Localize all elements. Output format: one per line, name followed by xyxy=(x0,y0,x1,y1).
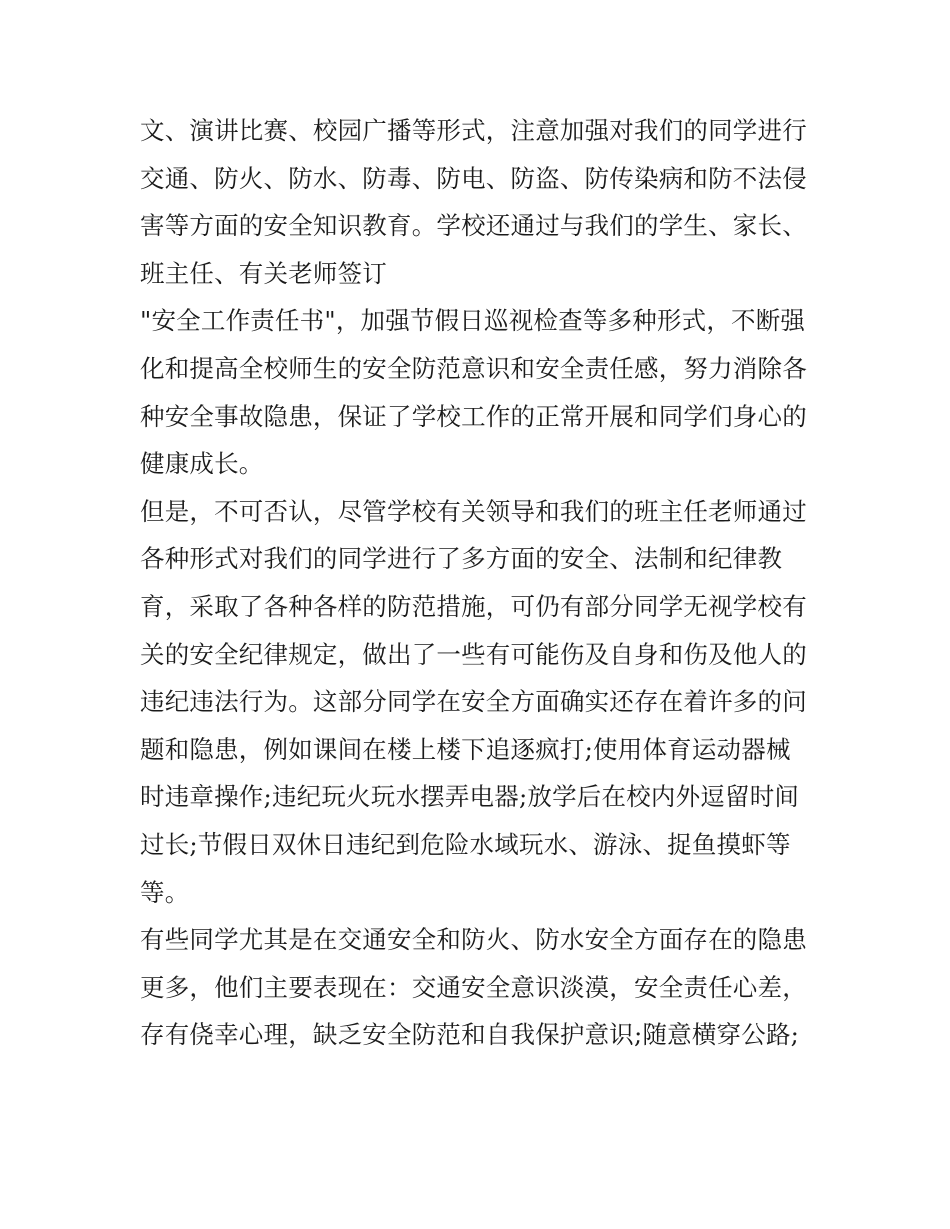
text-line: 育，采取了各种各样的防范措施，可仍有部分同学无视学校有 xyxy=(140,591,807,621)
text-line: "安全工作责任书"，加强节假日巡视检查等多种形式，不断强 xyxy=(140,306,806,336)
text-line: 时违章操作;违纪玩火玩水摆弄电器;放学后在校内外逗留时间 xyxy=(140,782,800,812)
text-line: 存有侥幸心理，缺乏安全防范和自我保护意识;随意横穿公路; xyxy=(140,1020,800,1050)
text-line: 等。 xyxy=(140,877,190,907)
text-line: 种安全事故隐患，保证了学校工作的正常开展和同学们身心的 xyxy=(140,401,807,431)
text-line: 班主任、有关老师签订 xyxy=(140,258,387,288)
text-line: 关的安全纪律规定，做出了一些有可能伤及自身和伤及他人的 xyxy=(140,639,807,669)
text-line: 害等方面的安全知识教育。学校还通过与我们的学生、家长、 xyxy=(140,211,807,241)
text-line: 违纪违法行为。这部分同学在安全方面确实还存在着许多的问 xyxy=(140,687,807,717)
text-line: 更多，他们主要表现在：交通安全意识淡漠，安全责任心差， xyxy=(140,972,807,1002)
text-line: 过长;节假日双休日违纪到危险水域玩水、游泳、捉鱼摸虾等 xyxy=(140,829,791,859)
text-line: 但是，不可否认，尽管学校有关领导和我们的班主任老师通过 xyxy=(140,496,807,526)
text-line: 各种形式对我们的同学进行了多方面的安全、法制和纪律教 xyxy=(140,544,783,574)
text-line: 交通、防火、防水、防毒、防电、防盗、防传染病和防不法侵 xyxy=(140,163,807,193)
body-text xyxy=(140,107,820,1059)
text-line: 文、演讲比赛、校园广播等形式，注意加强对我们的同学进行 xyxy=(140,116,807,145)
text-line: 健康成长。 xyxy=(140,449,264,479)
text-line: 题和隐患，例如课间在楼上楼下追逐疯打;使用体育运动器械 xyxy=(140,734,791,764)
text-line: 化和提高全校师生的安全防范意识和安全责任感，努力消除各 xyxy=(140,353,807,383)
text-line: 有些同学尤其是在交通安全和防火、防水安全方面存在的隐患 xyxy=(140,925,807,955)
